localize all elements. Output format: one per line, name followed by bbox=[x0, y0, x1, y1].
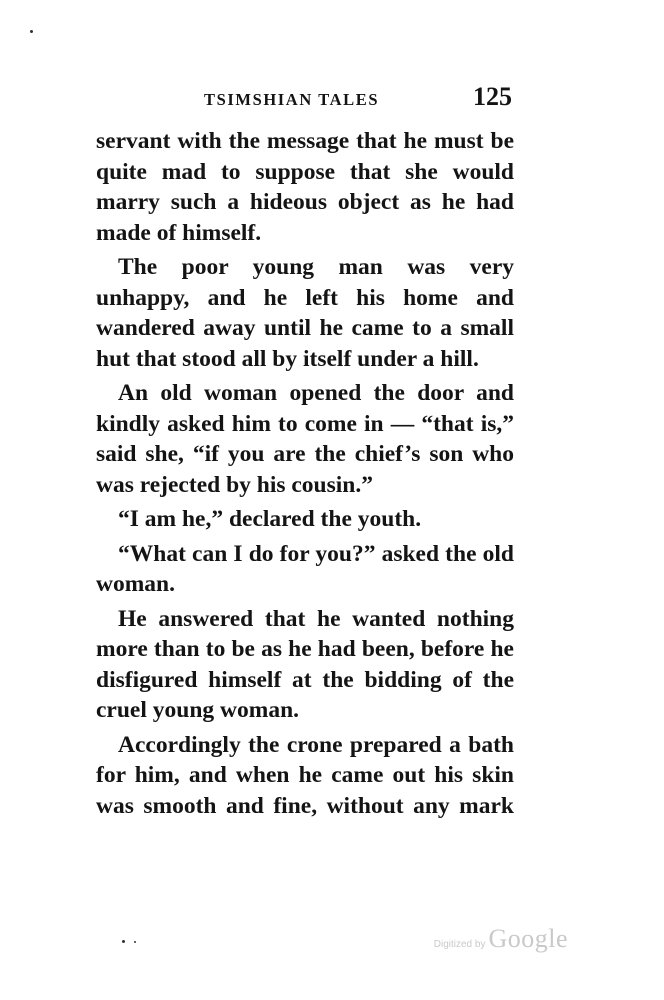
scan-speck bbox=[134, 941, 136, 943]
body-text bbox=[96, 126, 514, 821]
watermark-prefix: Digitized by bbox=[433, 939, 486, 950]
page-number: 125 bbox=[473, 82, 512, 111]
paragraph: “I am he,” declared the youth. bbox=[118, 506, 422, 532]
running-title: TSIMSHIAN TALES bbox=[204, 90, 380, 109]
scan-speck bbox=[122, 940, 125, 943]
google-logo: Google bbox=[488, 924, 568, 953]
paragraph: He answered that he wanted nothing more than to be as he had been, before he disfigured himself at the bidding of the cruel young woman. bbox=[96, 605, 514, 723]
paragraph: An old woman opened the door and kindly asked him to come in — “that is,” said she, “if you are the chief’s son who was rejected by his cousin.” bbox=[96, 380, 514, 498]
paragraph: The poor young man was very unhappy, and he left his home and wandered away until he came to a small hut that stood all by itself under a hill. bbox=[96, 254, 514, 372]
paragraph: servant with the message that he must be quite mad to suppose that she would marry such a hideous object as he had made of himself. bbox=[96, 128, 514, 246]
scan-speck bbox=[30, 30, 33, 33]
paragraph: “What can I do for you?” asked the old woman. bbox=[96, 540, 514, 597]
paragraph: Accordingly the crone prepared a bath for him, and when he came out his skin was smooth and fine, without any mark bbox=[96, 731, 514, 819]
running-head bbox=[96, 82, 514, 118]
digitized-watermark bbox=[434, 924, 568, 954]
